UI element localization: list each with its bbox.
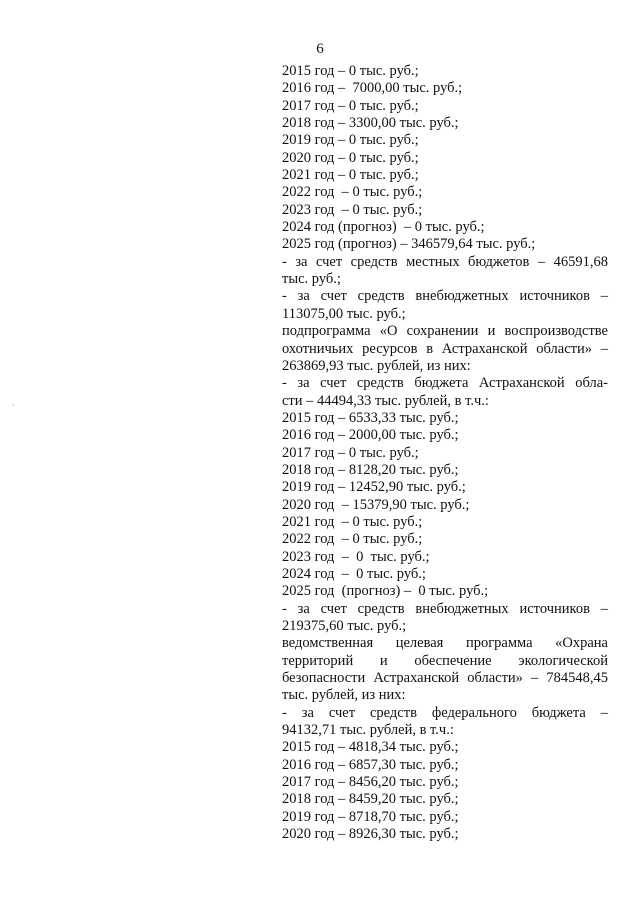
page-number: 6 bbox=[316, 41, 324, 57]
text-line: - за счет средств местных бюджетов – 46591,68 bbox=[282, 253, 608, 270]
text-line: 219375,60 тыс. руб.; bbox=[282, 618, 407, 634]
text-line: 2022 год – 0 тыс. руб.; bbox=[282, 184, 423, 201]
text-line: охотничьих ресурсов в Астраханской области» – bbox=[282, 340, 608, 357]
text-line: 2024 год – 0 тыс. руб.; bbox=[282, 565, 426, 582]
text-line: 2015 год – 6533,33 тыс. руб.; bbox=[282, 409, 459, 426]
text-line: сти – 44494,33 тыс. рублей, в т.ч.: bbox=[282, 392, 489, 409]
text-line: - за счет средств федерального бюджета – bbox=[282, 704, 608, 721]
text-line: 94132,71 тыс. рублей, в т.ч.: bbox=[282, 722, 454, 739]
text-line: 2017 год – 0 тыс. руб.; bbox=[282, 444, 419, 461]
text-line: подпрограмма «О сохранении и воспроизводстве bbox=[282, 323, 608, 340]
text-line: территорий и обеспечение экологической bbox=[282, 652, 608, 669]
text-line: 2017 год – 0 тыс. руб.; bbox=[282, 97, 419, 114]
text-line: 2018 год – 8459,20 тыс. руб.; bbox=[282, 791, 459, 808]
text-line: 2015 год – 4818,34 тыс. руб.; bbox=[282, 739, 459, 756]
text-line: 2019 год – 8718,70 тыс. руб.; bbox=[282, 808, 459, 825]
text-line: - за счет средств внебюджетных источников – bbox=[282, 600, 608, 617]
document-body bbox=[282, 63, 608, 843]
text-line: 2019 год – 12452,90 тыс. руб.; bbox=[282, 479, 466, 496]
text-line: - за счет средств бюджета Астраханской обла- bbox=[282, 375, 608, 392]
text-line: 2019 год – 0 тыс. руб.; bbox=[282, 132, 419, 149]
text-line: 2024 год (прогноз) – 0 тыс. руб.; bbox=[282, 219, 485, 236]
text-line: 2023 год – 0 тыс. руб.; bbox=[282, 548, 430, 565]
text-line: 2016 год – 6857,30 тыс. руб.; bbox=[282, 756, 459, 773]
text-line: 2022 год – 0 тыс. руб.; bbox=[282, 531, 423, 548]
text-line: 2025 год (прогноз) – 0 тыс. руб.; bbox=[282, 583, 489, 600]
text-line: - за счет средств внебюджетных источников – bbox=[282, 288, 608, 305]
text-line: 2015 год – 0 тыс. руб.; bbox=[282, 63, 419, 79]
text-line: 113075,00 тыс. руб.; bbox=[282, 305, 406, 322]
margin-mark: · bbox=[12, 401, 15, 410]
text-line: 2021 год – 0 тыс. руб.; bbox=[282, 513, 423, 530]
text-line: 2018 год – 3300,00 тыс. руб.; bbox=[282, 115, 459, 132]
text-line: 2020 год – 0 тыс. руб.; bbox=[282, 149, 419, 166]
text-line: 2020 год – 8926,30 тыс. руб.; bbox=[282, 826, 459, 843]
text-line: 2017 год – 8456,20 тыс. руб.; bbox=[282, 774, 459, 791]
text-line: тыс. руб.; bbox=[282, 271, 341, 288]
text-line: 2016 год – 7000,00 тыс. руб.; bbox=[282, 80, 463, 97]
text-line: тыс. рублей, из них: bbox=[282, 687, 406, 704]
text-line: 2016 год – 2000,00 тыс. руб.; bbox=[282, 427, 459, 444]
text-line: 2023 год – 0 тыс. руб.; bbox=[282, 201, 423, 218]
text-line: безопасности Астраханской области» – 784548,45 bbox=[282, 670, 608, 687]
text-line: 2018 год – 8128,20 тыс. руб.; bbox=[282, 461, 459, 478]
text-line: 263869,93 тыс. рублей, из них: bbox=[282, 357, 471, 374]
text-line: 2020 год – 15379,90 тыс. руб.; bbox=[282, 496, 470, 513]
text-line: 2025 год (прогноз) – 346579,64 тыс. руб.; bbox=[282, 236, 536, 253]
text-line: 2021 год – 0 тыс. руб.; bbox=[282, 167, 419, 184]
text-line: ведомственная целевая программа «Охрана bbox=[282, 635, 608, 652]
